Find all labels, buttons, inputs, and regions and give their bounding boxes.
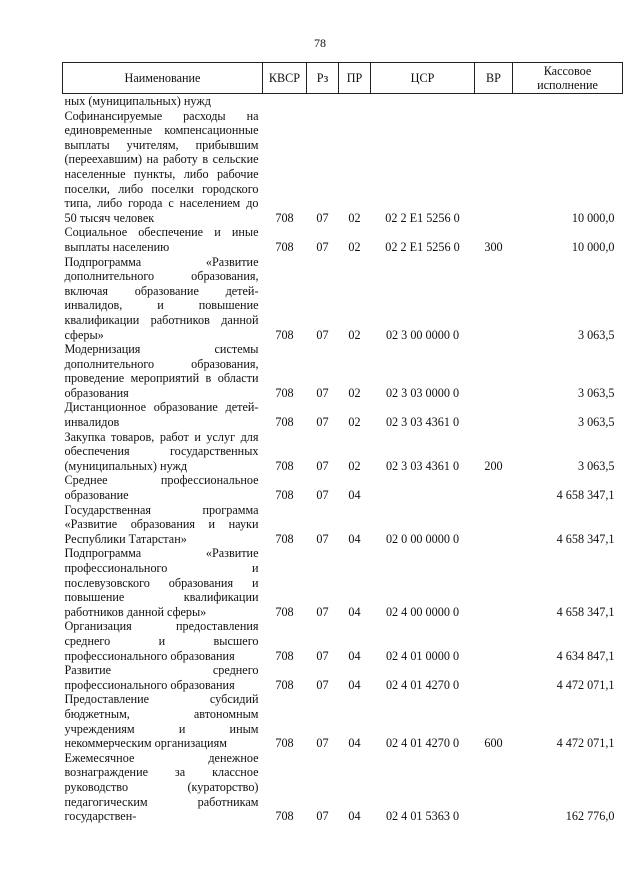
cell-name: Дистанционное образование детей-инвалидов (64, 400, 259, 430)
cell-kvsr: 708 (275, 736, 294, 751)
cell-csr: 02 3 03 0000 0 (385, 385, 460, 400)
cell-vr: 300 (484, 239, 503, 254)
cell-rz: 07 (316, 488, 329, 503)
budget-table (62, 62, 622, 824)
cell-kassa: 4 472 071,1 (556, 677, 615, 692)
cell-kvsr: 708 (275, 327, 294, 342)
table-row (63, 751, 623, 824)
col-header-kassa: Кассовое исполнение (513, 63, 623, 94)
cell-pr: 02 (348, 458, 361, 473)
table-row (63, 255, 623, 343)
cell-pr: 04 (348, 736, 361, 751)
page-number: 78 (314, 36, 326, 50)
table-row (63, 109, 623, 226)
cell-rz: 07 (316, 415, 329, 430)
cell-kassa (513, 94, 623, 109)
cell-kassa: 4 634 847,1 (556, 648, 615, 663)
cell-pr: 02 (348, 415, 361, 430)
cell-vr (475, 473, 513, 502)
cell-pr: 04 (348, 677, 361, 692)
cell-csr: 02 0 00 0000 0 (385, 531, 460, 546)
cell-rz: 07 (316, 531, 329, 546)
cell-rz: 07 (316, 604, 329, 619)
cell-vr (475, 751, 513, 824)
cell-csr: 02 4 01 4270 0 (385, 736, 460, 751)
cell-kassa: 4 658 347,1 (556, 531, 615, 546)
col-header-kvsr: КВСР (263, 63, 307, 94)
cell-name: Подпрограмма «Развитие дополнительного образования, включая образование детей-инвалидов, и повышение квалификации работников данной сферы» (64, 254, 259, 342)
cell-vr: 600 (484, 736, 503, 751)
cell-vr (475, 546, 513, 619)
cell-name: Среднее профессиональное образование (64, 473, 259, 503)
cell-name: Развитие среднего профессионального образования (64, 663, 259, 692)
cell-rz: 07 (316, 809, 329, 824)
cell-kvsr: 708 (275, 488, 294, 503)
cell-name: Государственная программа «Развитие образования и науки Республики Татарстан» (64, 502, 259, 546)
cell-rz: 07 (316, 210, 329, 225)
table-row (63, 342, 623, 400)
cell-csr: 02 4 01 5363 0 (385, 809, 460, 824)
cell-name: Софинансируемые расходы на единовременные компенсационные выплаты учителям, прибывшим (переехавшим) на работу в сельские населенные пункты, либо рабочие поселки, либо поселки городского типа, либо города с населением до 50 тысяч человек (64, 108, 259, 225)
cell-vr (475, 342, 513, 400)
cell-csr: 02 2 Е1 5256 0 (385, 210, 460, 225)
cell-csr (371, 94, 475, 109)
cell-csr: 02 2 Е1 5256 0 (385, 239, 460, 254)
cell-pr: 04 (348, 531, 361, 546)
cell-pr: 02 (348, 210, 361, 225)
cell-kassa: 4 658 347,1 (556, 604, 615, 619)
table-row (63, 400, 623, 429)
cell-kassa: 4 658 347,1 (556, 488, 615, 503)
table-row (63, 94, 623, 109)
cell-name: Модернизация системы дополнительного образования, проведение мероприятий в области образования (64, 342, 259, 400)
cell-kvsr: 708 (275, 809, 294, 824)
cell-kassa: 3 063,5 (577, 327, 615, 342)
cell-rz: 07 (316, 677, 329, 692)
cell-vr (475, 400, 513, 429)
cell-rz: 07 (316, 458, 329, 473)
col-header-name: Наименование (63, 63, 263, 94)
cell-kassa: 162 776,0 (565, 809, 615, 824)
cell-rz: 07 (316, 648, 329, 663)
cell-kassa: 3 063,5 (577, 385, 615, 400)
cell-kassa: 10 000,0 (571, 239, 615, 254)
cell-name: ных (муниципальных) нужд (64, 94, 211, 108)
cell-vr (475, 619, 513, 663)
cell-kassa: 3 063,5 (577, 415, 615, 430)
cell-pr: 02 (348, 239, 361, 254)
cell-name: Предоставление субсидий бюджетным, автономным учреждениям и иным некоммерческим организациям (64, 692, 259, 751)
table-row (63, 546, 623, 619)
cell-csr: 02 4 00 0000 0 (385, 604, 460, 619)
table-row (63, 503, 623, 547)
cell-vr (475, 94, 513, 109)
table-row (63, 692, 623, 750)
cell-kvsr: 708 (275, 604, 294, 619)
cell-name: Подпрограмма «Развитие профессионального и послевузовского образования и повышение квалификации работников данной сферы» (64, 546, 259, 619)
cell-pr (339, 94, 371, 109)
cell-kassa: 10 000,0 (571, 210, 615, 225)
table-body (63, 94, 623, 824)
table-row (63, 663, 623, 692)
cell-pr: 02 (348, 327, 361, 342)
cell-pr: 02 (348, 385, 361, 400)
cell-vr (475, 503, 513, 547)
table-row (63, 473, 623, 502)
cell-rz (307, 94, 339, 109)
cell-kvsr (263, 94, 307, 109)
cell-kvsr: 708 (275, 210, 294, 225)
cell-csr: 02 3 03 4361 0 (385, 458, 460, 473)
cell-pr: 04 (348, 809, 361, 824)
cell-kvsr: 708 (275, 458, 294, 473)
cell-rz: 07 (316, 736, 329, 751)
cell-name: Социальное обеспечение и иные выплаты населению (64, 225, 259, 254)
cell-kvsr: 708 (275, 531, 294, 546)
cell-csr: 02 3 00 0000 0 (385, 327, 460, 342)
cell-kvsr: 708 (275, 385, 294, 400)
cell-name: Организация предоставления среднего и высшего профессионального образования (64, 619, 259, 663)
cell-rz: 07 (316, 239, 329, 254)
table-row (63, 430, 623, 474)
cell-kassa: 4 472 071,1 (556, 736, 615, 751)
budget-table-grid (62, 62, 623, 824)
cell-kassa: 3 063,5 (577, 458, 615, 473)
cell-kvsr: 708 (275, 239, 294, 254)
cell-kvsr: 708 (275, 648, 294, 663)
cell-csr (371, 473, 475, 502)
table-row (63, 619, 623, 663)
cell-name: Ежемесячное денежное вознаграждение за классное руководство (кураторство) педагогическим работникам государствен- (64, 750, 259, 824)
cell-pr: 04 (348, 648, 361, 663)
cell-kvsr: 708 (275, 677, 294, 692)
cell-vr: 200 (484, 458, 503, 473)
cell-vr (475, 109, 513, 226)
cell-name: Закупка товаров, работ и услуг для обеспечения государственных (муниципальных) нужд (64, 429, 259, 473)
cell-rz: 07 (316, 327, 329, 342)
col-header-vr: ВР (475, 63, 513, 94)
cell-kvsr: 708 (275, 415, 294, 430)
cell-csr: 02 4 01 4270 0 (385, 677, 460, 692)
cell-pr: 04 (348, 488, 361, 503)
cell-vr (475, 255, 513, 343)
col-header-csr: ЦСР (371, 63, 475, 94)
cell-pr: 04 (348, 604, 361, 619)
table-row (63, 225, 623, 254)
cell-vr (475, 663, 513, 692)
cell-rz: 07 (316, 385, 329, 400)
cell-csr: 02 3 03 4361 0 (385, 415, 460, 430)
col-header-pr: ПР (339, 63, 371, 94)
table-header (63, 63, 623, 94)
col-header-rz: Рз (307, 63, 339, 94)
cell-csr: 02 4 01 0000 0 (385, 648, 460, 663)
